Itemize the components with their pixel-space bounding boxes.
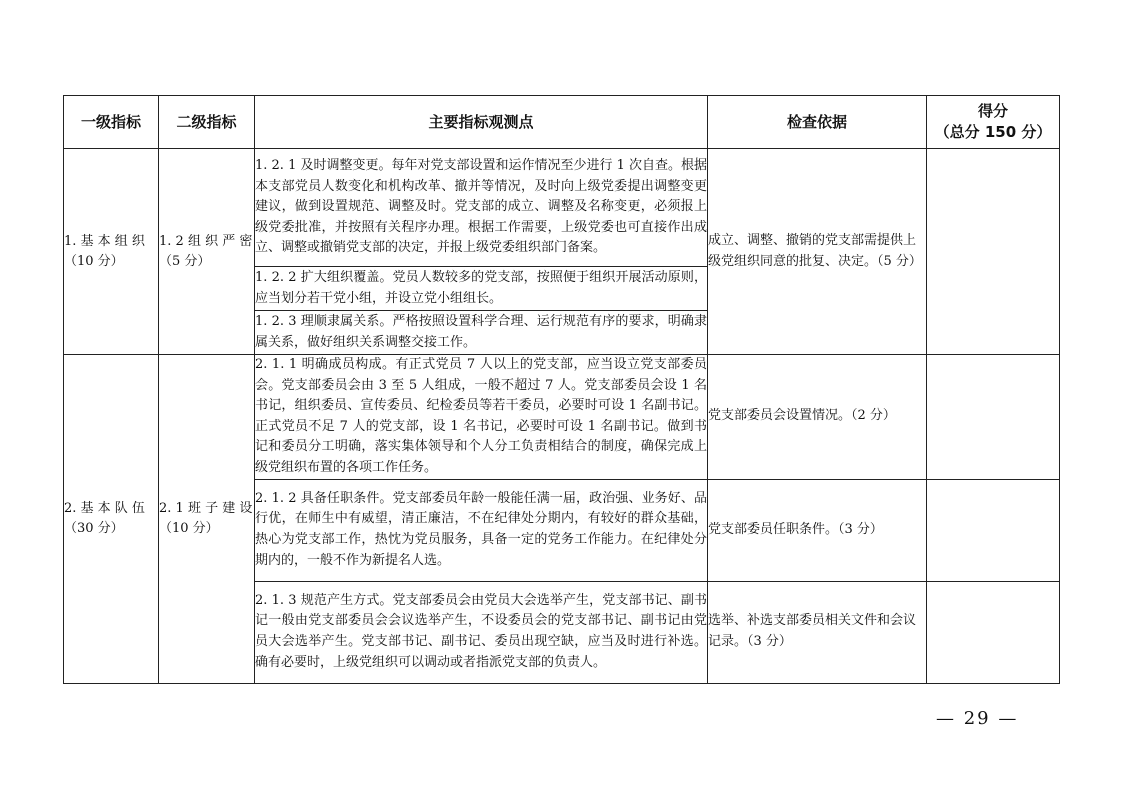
table-row: [64, 355, 1060, 480]
basis-cell: 党支部委员会设置情况。（2 分）: [708, 355, 927, 480]
basis-cell: 选举、补选支部委员相关文件和会议记录。（3 分）: [708, 581, 927, 683]
level1-score: （30 分）: [64, 520, 124, 536]
level2-name: 2. 1 班 子 建 设: [159, 500, 253, 516]
header-level2-indicator: 二级指标: [159, 96, 255, 149]
score-cell[interactable]: [927, 149, 1060, 355]
observation-cell: 2. 1. 1 明确成员构成。有正式党员 7 人以上的党支部，应当设立党支部委员会。党支部委员会由 3 至 5 人组成，一般不超过 7 人。党支部委员会设 1 名书记，组织委员、宣传委员、纪检委员等若干委员，必要时可设 1 名副书记。正式党员不足 7 人的党支部，设 1 名书记，必要时可设 1 名副书记。做到书记和委员分工明确，落实集体领导和个人分工负责相结合的制度，确保完成上级党组织布置的各项工作任务。: [255, 355, 708, 480]
header-level1-indicator: 一级指标: [64, 96, 159, 149]
level1-score: （10 分）: [64, 253, 124, 269]
header-observation-points: 主要指标观测点: [255, 96, 708, 149]
level2-cell: [159, 149, 255, 355]
score-cell[interactable]: [927, 479, 1060, 581]
level2-score: （5 分）: [159, 253, 211, 269]
observation-cell: 1. 2. 1 及时调整变更。每年对党支部设置和运作情况至少进行 1 次自查。根据本支部党员人数变化和机构改革、撤并等情况，及时向上级党委提出调整变更建议，做到设置规范、调整及时。党支部的成立、调整及名称变更，必须报上级党委批准，并按照有关程序办理。根据工作需要，上级党委也可直接作出成立、调整或撤销党支部的决定，并报上级党委组织部门备案。: [255, 149, 708, 267]
observation-cell: 1. 2. 2 扩大组织覆盖。党员人数较多的党支部，按照便于组织开展活动原则，应当划分若干党小组，并设立党小组组长。: [255, 267, 708, 311]
observation-cell: 2. 1. 3 规范产生方式。党支部委员会由党员大会选举产生，党支部书记、副书记一般由党支部委员会会议选举产生，不设委员会的党支部书记、副书记由党员大会选举产生。党支部书记、副书记、委员出现空缺，应当及时进行补选。确有必要时，上级党组织可以调动或者指派党支部的负责人。: [255, 581, 708, 683]
level1-cell: [64, 149, 159, 355]
score-cell[interactable]: [927, 581, 1060, 683]
table-row: [64, 149, 1060, 267]
level1-cell: [64, 355, 159, 684]
header-score: [927, 96, 1060, 149]
page-number: — 29 —: [936, 708, 1019, 729]
level1-name: 2. 基 本 队 伍: [64, 500, 145, 516]
observation-cell: 1. 2. 3 理顺隶属关系。严格按照设置科学合理、运行规范有序的要求，明确隶属关系，做好组织关系调整交接工作。: [255, 311, 708, 355]
score-cell[interactable]: [927, 355, 1060, 480]
table-header-row: [64, 96, 1060, 149]
basis-cell: 党支部委员任职条件。（3 分）: [708, 479, 927, 581]
evaluation-table: [63, 95, 1060, 684]
header-inspection-basis: 检查依据: [708, 96, 927, 149]
level2-score: （10 分）: [159, 520, 219, 536]
level2-name: 1. 2 组 织 严 密: [159, 233, 253, 249]
header-score-total: （总分 150 分）: [934, 123, 1052, 141]
level1-name: 1. 基 本 组 织: [64, 233, 145, 249]
basis-cell: 成立、调整、撤销的党支部需提供上级党组织同意的批复、决定。（5 分）: [708, 149, 927, 355]
level2-cell: [159, 355, 255, 684]
header-score-label: 得分: [977, 102, 1008, 120]
observation-cell: 2. 1. 2 具备任职条件。党支部委员年龄一般能任满一届，政治强、业务好、品行优，在师生中有威望，清正廉洁，不在纪律处分期内，有较好的群众基础，热心为党支部工作，热忱为党员服务，具备一定的党务工作能力。在纪律处分期内的，一般不作为新提名人选。: [255, 479, 708, 581]
